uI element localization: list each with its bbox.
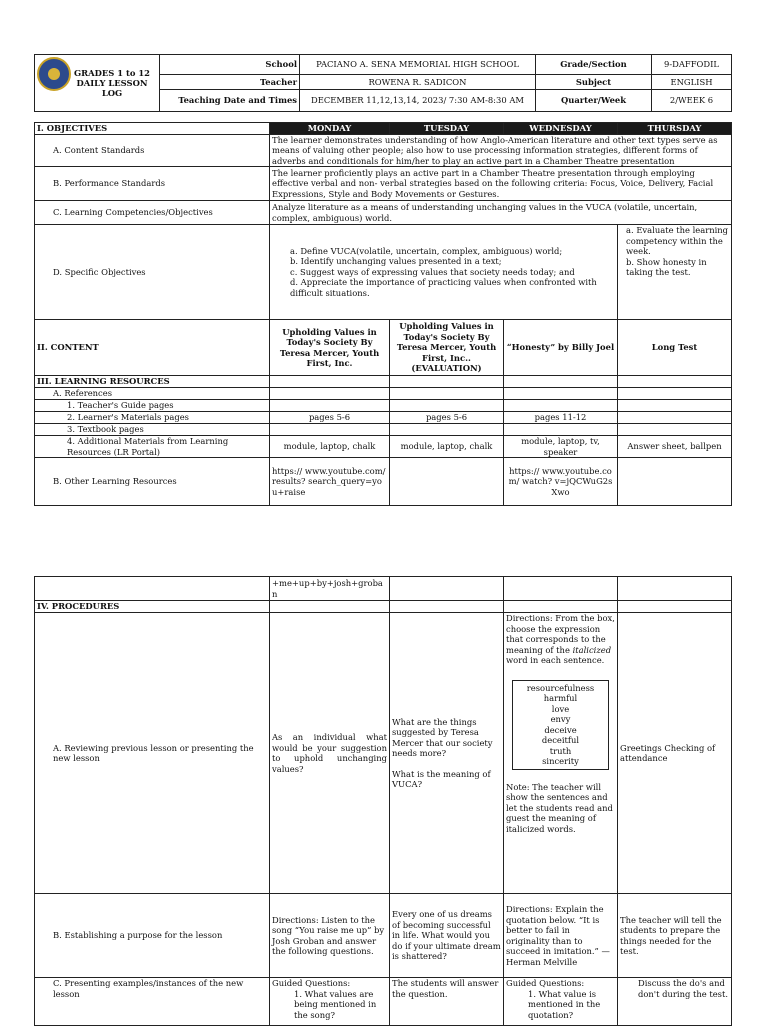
reviewing-wednesday-note: Note: The teacher will show the sentences and let the students read and guest the meaning of italicized words. (506, 781, 613, 834)
word-box-item: resourcefulness (526, 682, 595, 693)
lm-monday: pages 5-6 (270, 412, 390, 424)
other-resources-monday-link[interactable]: https:// www.youtube.com/ results? search_query=you+raise (270, 458, 390, 506)
word-box-item: sincerity (542, 756, 579, 766)
teacher-value: ROWENA R. SADICON (300, 75, 536, 89)
word-box-item: deceive (544, 724, 577, 735)
deped-seal-logo (37, 57, 71, 91)
school-label: School (160, 55, 300, 75)
guided-questions-heading: Guided Questions: (272, 978, 351, 988)
header-title: GRADES 1 to 12 DAILY LESSON LOG (74, 68, 150, 98)
presenting-examples-label: C. Presenting examples/instances of the new lesson (35, 978, 270, 1026)
add-wednesday: module, laptop, tv, speaker (504, 436, 618, 458)
lm-tuesday: pages 5-6 (390, 412, 504, 424)
grade-label: Grade/Section (536, 55, 652, 75)
teacher-label: Teacher (160, 75, 300, 89)
add-thursday: Answer sheet, ballpen (618, 436, 732, 458)
performance-standards-label: B. Performance Standards (35, 167, 270, 201)
word-box-item: deceitful (541, 735, 580, 745)
content-thursday: Long Test (618, 320, 732, 376)
other-resources-label: B. Other Learning Resources (35, 458, 270, 506)
procedures-heading: IV. PROCEDURES (35, 601, 270, 613)
content-monday: Upholding Values in Today's Society By Teresa Mercer, Youth First, Inc. (270, 320, 390, 376)
content-standards-label: A. Content Standards (35, 134, 270, 167)
reviewing-tuesday-q1: What are the things suggested by Teresa Mercer that our society needs more? (392, 716, 493, 758)
reviewing-thursday: Greetings Checking of attendance (618, 613, 732, 894)
add-tuesday: module, laptop, chalk (390, 436, 504, 458)
school-value: PACIANO A. SENA MEMORIAL HIGH SCHOOL (300, 55, 536, 75)
presenting-monday (270, 978, 390, 1026)
performance-standards-text: The learner proficiently plays an active part in a Chamber Theatre presentation through employing effective verbal and non- verbal strategies based on the following criteria: Focus, Voice, Delivery, Facial Expressions, Style and Body Movements or Gestures. (270, 167, 732, 201)
textbook-label: 3. Textbook pages (35, 424, 270, 436)
content-heading: II. CONTENT (35, 320, 270, 376)
content-wednesday: “Honesty” by Billy Joel (504, 320, 618, 376)
header-title-cell (35, 55, 160, 112)
subject-label: Subject (536, 75, 652, 89)
reviewing-wednesday-directions: Directions: From the box, choose the expression that corresponds to the meaning of the italicized word in each sentence. (506, 613, 615, 665)
guided-question-item: 1. What values are being mentioned in the song? (294, 988, 377, 1020)
day-monday: MONDAY (270, 123, 390, 135)
specific-objectives-list (270, 225, 618, 320)
add-monday: module, laptop, chalk (270, 436, 390, 458)
dates-value: DECEMBER 11,12,13,14, 2023/ 7:30 AM-8:30 AM (300, 89, 536, 111)
word-box-item: harmful (543, 693, 578, 703)
subject-value: ENGLISH (652, 75, 732, 89)
quarter-label: Quarter/Week (536, 89, 652, 111)
presenting-tuesday: The students will answer the question. (390, 978, 504, 1026)
specific-objective-item: d. Appreciate the importance of practicing values when confronted with difficult situations. (290, 277, 597, 298)
specific-objectives-label: D. Specific Objectives (35, 225, 270, 320)
guided-question-item: 1. What value is mentioned in the quotation? (528, 988, 601, 1020)
reviewing-tuesday (390, 613, 504, 894)
word-box-item: truth (549, 745, 572, 756)
specific-objectives-thursday (618, 225, 732, 320)
specific-objective-item: c. Suggest ways of expressing values that society needs today; and (290, 266, 575, 277)
lesson-table-page2 (34, 576, 732, 1026)
reviewing-tuesday-q2: What is the meaning of VUCA? (392, 768, 491, 789)
quarter-value: 2/WEEK 6 (652, 89, 732, 111)
specific-objective-item: a. Evaluate the learning competency within the week. (626, 225, 729, 256)
day-wednesday: WEDNESDAY (504, 123, 618, 135)
content-standards-text: The learner demonstrates understanding of how Anglo-American literature and other text types serve as means of valuing other people; also how to use processing information strategies, different forms of adverbs and conditionals for him/her to play an active part in a Chamber Theatre presentation (270, 134, 732, 167)
references-label: A. References (35, 388, 270, 400)
reviewing-monday: As an individual what would be your suggestion to uphold unchanging values? (270, 613, 390, 894)
word-box-item: envy (550, 714, 571, 724)
day-tuesday: TUESDAY (390, 123, 504, 135)
purpose-wednesday: Directions: Explain the quotation below. “It is better to fail in originality than to succeed in imitation.” — Herman Melville (504, 894, 618, 978)
word-box-item: love (551, 703, 570, 714)
other-resources-monday-link-cont[interactable]: +me+up+by+josh+groba n (270, 577, 390, 601)
header-table (34, 54, 732, 112)
specific-objective-item: a. Define VUCA(volatile, uncertain, complex, ambiguous) world; (290, 245, 563, 256)
purpose-tuesday: Every one of us dreams of becoming successful in life. What would you do if your ultimate dream is shattered? (390, 894, 504, 978)
specific-objective-item: b. Identify unchanging values presented in a text; (290, 256, 502, 267)
teachers-guide-label: 1. Teacher's Guide pages (35, 400, 270, 412)
learners-materials-label: 2. Learner's Materials pages (35, 412, 270, 424)
word-box (512, 680, 609, 770)
presenting-wednesday (504, 978, 618, 1026)
resources-heading: III. LEARNING RESOURCES (35, 376, 270, 388)
grade-value: 9-DAFFODIL (652, 55, 732, 75)
reviewing-lesson-label: A. Reviewing previous lesson or presenting the new lesson (35, 613, 270, 894)
lesson-table-page1 (34, 122, 732, 506)
day-thursday: THURSDAY (618, 123, 732, 135)
presenting-thursday: Discuss the do's and don't during the test. (618, 978, 732, 1026)
competencies-text: Analyze literature as a means of understanding unchanging values in the VUCA (volatile, uncertain, complex, ambiguous) world. (270, 201, 732, 225)
purpose-monday: Directions: Listen to the song “You raise me up” by Josh Groban and answer the following questions. (270, 894, 390, 978)
content-tuesday: Upholding Values in Today's Society By Teresa Mercer, Youth First, Inc.. (EVALUATION) (390, 320, 504, 376)
lm-wednesday: pages 11-12 (504, 412, 618, 424)
reviewing-wednesday (504, 613, 618, 894)
guided-questions-heading: Guided Questions: (506, 978, 585, 988)
additional-materials-label: 4. Additional Materials from Learning Resources (LR Portal) (35, 436, 270, 458)
competencies-label: C. Learning Competencies/Objectives (35, 201, 270, 225)
other-resources-wednesday-link[interactable]: https:// www.youtube.com/ watch? v=jQCWuG2sXwo (504, 458, 618, 506)
purpose-label: B. Establishing a purpose for the lesson (35, 894, 270, 978)
specific-objective-item: b. Show honesty in taking the test. (626, 256, 707, 277)
purpose-thursday: The teacher will tell the students to prepare the things needed for the test. (618, 894, 732, 978)
objectives-heading: I. OBJECTIVES (35, 123, 270, 135)
dates-label: Teaching Date and Times (160, 89, 300, 111)
